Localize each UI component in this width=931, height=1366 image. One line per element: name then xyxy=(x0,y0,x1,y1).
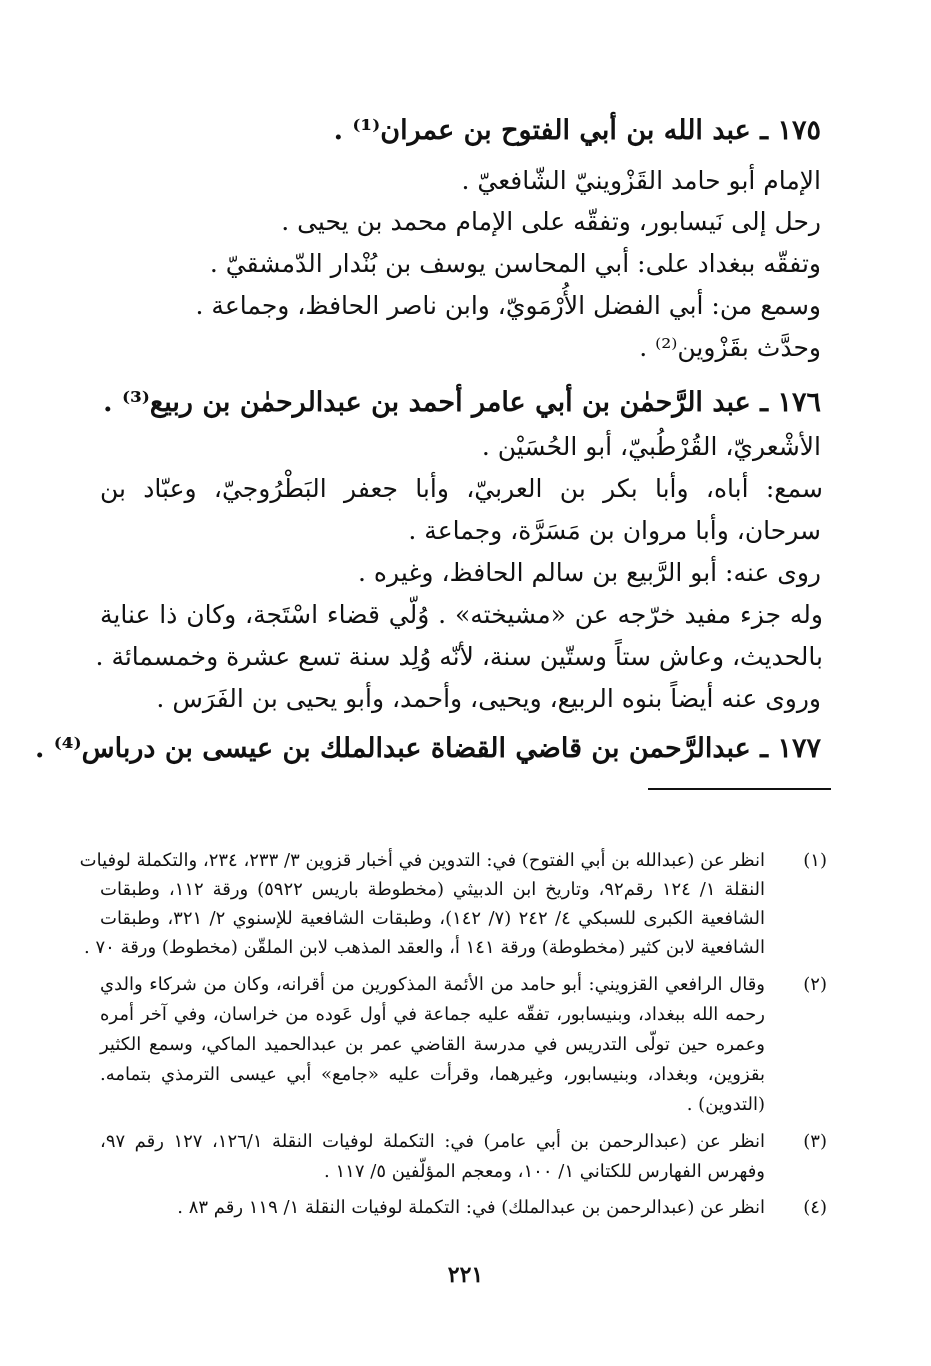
footnote-line: انظر عن (عبدالله بن أبي الفتوح) في: التدوين في أخبار قزوين ٣/ ٢٣٣، ٢٣٤، والتكملة لوفيات xyxy=(79,850,765,871)
entry-176-line: الأشْعريّ، القُرْطُبيّ، أبو الحُسَيْن . xyxy=(481,432,821,461)
entry-175-line: وحدَّث بقَزْوين⁽²⁾ . xyxy=(639,333,821,362)
footnote-marker: (٣) xyxy=(803,1131,827,1152)
entry-176-line: سرحان، وأبا مروان بن مَسَرَّة، وجماعة . xyxy=(408,516,821,545)
footnote-line: انظر عن (عبدالرحمن بن عبدالملك) في: التكملة لوفيات النقلة ١/ ١١٩ رقم ٨٣ . xyxy=(177,1197,765,1218)
footnote-marker: (١) xyxy=(803,850,827,871)
footnote-line: وفهرس الفهارس للكتاني ١/ ١٠٠، ومعجم المؤلّفين ٥/ ١١٧ . xyxy=(324,1161,765,1182)
footnote-line: وقال الرافعي القزويني: أبو حامد من الأئمة المذكورين من أقرانه، وكان من شركاء والدي xyxy=(100,974,765,995)
footnote-line: انظر عن (عبدالرحمن بن أبي عامر) في: التكملة لوفيات النقلة ١٢٦/١، ١٢٧ رقم ٩٧، xyxy=(100,1131,766,1152)
footnote-separator xyxy=(648,788,831,790)
entry-176-line: سمع: أباه، وأبا بكر بن العربيّ، وأبا جعفر البَطْرُوجيّ، وعبّاد بن xyxy=(100,474,823,503)
entry-176-line: وله جزء مفيد خرّجه عن «مشيخته» . وُلّي قضاء اسْتَجة، وكان ذا عناية xyxy=(100,600,823,629)
entry-176-line: وروى عنه أيضاً بنوه الربيع، ويحيى، وأحمد، وأبو يحيى بن الفَرَس . xyxy=(156,684,821,713)
footnote-line: رحمه الله ببغداد، وبنيسابور، تفقّه عليه جماعة في أول عَوده من خراسان، وفي آخر أمره xyxy=(100,1004,765,1025)
entry-177-heading: ١٧٧ ـ عبدالرَّحمن بن قاضي القضاة عبدالملك بن عيسى بن درباس⁽⁴⁾ . xyxy=(34,733,821,764)
footnote-marker: (٤) xyxy=(803,1197,827,1218)
entry-175-line: الإمام أبو حامد القَزْوينيّ الشّافعيّ . xyxy=(461,166,821,195)
footnote-line: النقلة ١/ ١٢٤ رقم٩٢، وتاريخ ابن الدبيثي (مخطوطة باريس ٥٩٢٢) ورقة ١١٢، وطبقات xyxy=(100,879,765,900)
entry-175-heading: ١٧٥ ـ عبد الله بن أبي الفتوح بن عمران⁽¹⁾ . xyxy=(333,115,821,146)
footnote-marker: (٢) xyxy=(803,974,827,995)
footnote-line: (التدوين) . xyxy=(686,1094,765,1115)
entry-175-line: رحل إلى نَيسابور، وتفقّه على الإمام محمد بن يحيى . xyxy=(281,207,821,236)
page-number: ٢٢١ xyxy=(447,1262,484,1288)
entry-176-line: بالحديث، وعاش ستاً وستّين سنة، لأنّه وُلِد سنة تسع عشرة وخمسمائة . xyxy=(95,642,823,671)
entry-176-line: روى عنه: أبو الرَّبيع بن سالم الحافظ، وغيره . xyxy=(358,558,821,587)
entry-175-line: وسمع من: أبي الفضل الأُرْمَويّ، وابن ناصر الحافظ، وجماعة . xyxy=(195,291,821,320)
footnote-line: بقزوين، وبغداد، وبنيسابور، وغيرهما، وقرأت عليه «جامع» أبي عيسى الترمذي بتمامه. xyxy=(100,1064,765,1085)
footnote-line: وعمره حين تولّى التدريس في مدرسة القاضي عمر بن عبدالحميد الماكي، وسمع الكثير xyxy=(100,1034,765,1055)
footnote-line: الشافعية لابن كثير (مخطوطة) ورقة ١٤١ أ، والعقد المذهب لابن الملقّن (مخطوط) ورقة ٧٠ . xyxy=(84,937,765,958)
entry-175-line: وتفقّه ببغداد على: أبي المحاسن يوسف بن بُنْدار الدّمشقيّ . xyxy=(209,249,821,278)
footnote-line: الشافعية الكبرى للسبكي ٤/ ٢٤٢ (٧/ ١٤٢)، وطبقات الشافعية للإسنوي ٢/ ٣٢١، وطبقات xyxy=(100,908,765,929)
entry-176-heading: ١٧٦ ـ عبد الرَّحمٰن بن أبي عامر أحمد بن عبدالرحمٰن بن ربيع⁽³⁾ . xyxy=(103,387,821,418)
